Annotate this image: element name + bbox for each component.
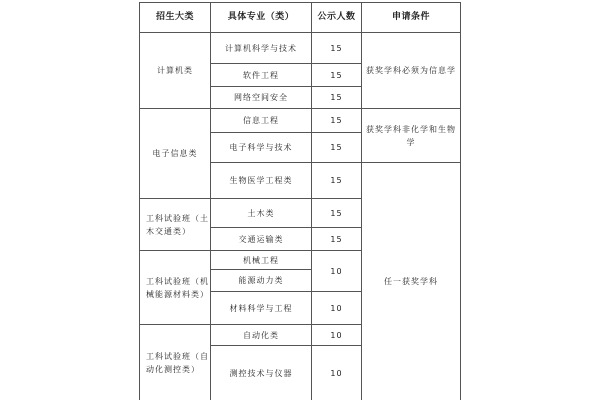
count-cell: 10: [330, 266, 343, 276]
condition-cell: 获奖学科非化学和生物学: [366, 124, 456, 147]
count-cell: 15: [330, 234, 343, 244]
major-cell: 生物医学工程类: [229, 176, 293, 185]
condition-cell: 获奖学科必须为信息学: [366, 66, 456, 75]
major-cell: 自动化类: [243, 330, 279, 340]
header-category: 招生大类: [155, 12, 194, 22]
major-cell: 交通运输类: [238, 234, 284, 244]
header-condition: 申请条件: [391, 12, 430, 22]
major-cell: 材料科学与工程: [229, 303, 293, 313]
count-cell: 10: [330, 368, 343, 378]
major-cell: 计算机科学与技术: [225, 43, 297, 53]
header-count: 公示人数: [317, 12, 356, 22]
major-cell: 软件工程: [243, 70, 279, 80]
count-cell: 15: [330, 43, 343, 53]
table-border-right: [460, 2, 461, 400]
header-major: 具体专业（类）: [227, 12, 295, 22]
category-cell: 工科试验班（自动化测控类）: [146, 351, 209, 374]
major-cell: 土木类: [247, 208, 275, 218]
count-cell: 15: [330, 93, 343, 102]
major-cell: 信息工程: [243, 116, 279, 125]
category-cell: 计算机类: [157, 66, 193, 75]
category-cell: 工科试验班（机械能源材料类）: [146, 276, 209, 299]
major-cell: 电子科学与技术: [229, 143, 293, 152]
major-cell: 机械工程: [243, 255, 279, 265]
count-cell: 10: [330, 330, 343, 340]
count-cell: 15: [330, 70, 343, 80]
category-cell: 电子信息类: [152, 149, 198, 158]
major-cell: 能源动力类: [238, 276, 284, 285]
major-cell: 测控技术与仪器: [229, 368, 293, 378]
major-cell: 网络空间安全: [234, 93, 288, 102]
count-cell: 10: [330, 303, 343, 313]
count-cell: 15: [330, 176, 343, 185]
count-cell: 15: [330, 116, 343, 125]
condition-cell: 任一获奖学科: [384, 277, 438, 286]
count-cell: 15: [330, 208, 343, 218]
category-cell: 工科试验班（土木交通类）: [146, 213, 209, 236]
count-cell: 15: [330, 143, 343, 152]
